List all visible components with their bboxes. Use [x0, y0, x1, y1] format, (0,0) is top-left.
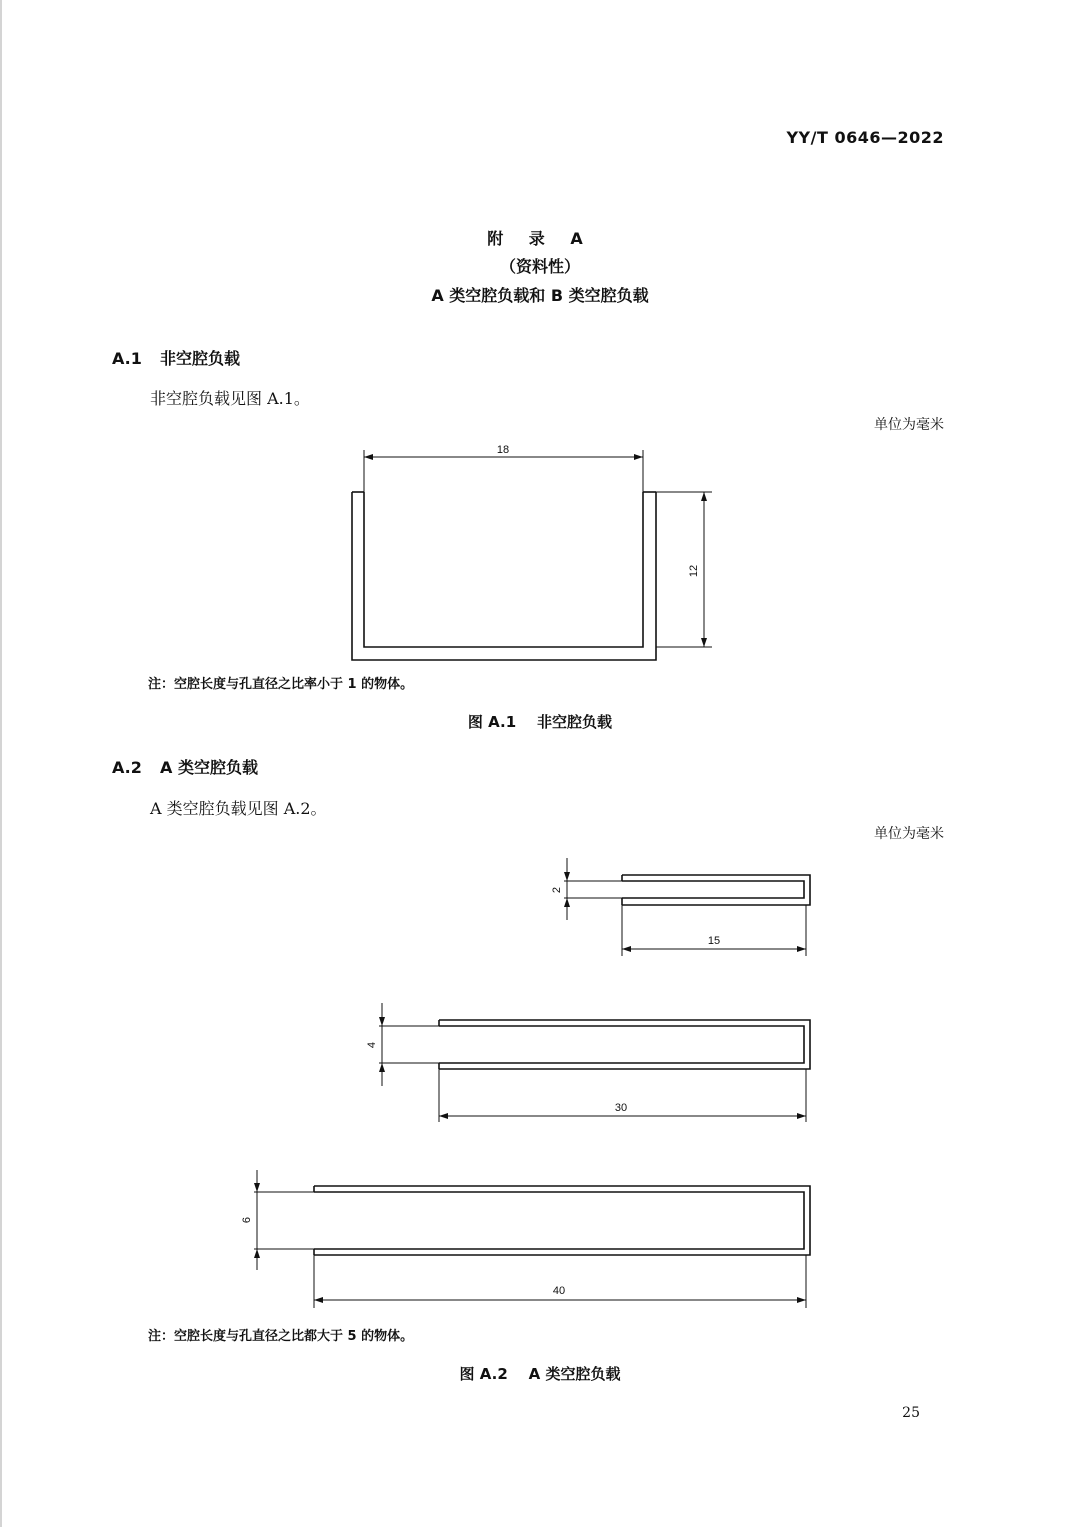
- figure-a2-tube-3: [314, 1186, 810, 1255]
- figure-a2-tube-2: [439, 1020, 810, 1069]
- figure-a2-tube-2-diameter-label: 4: [366, 1041, 378, 1049]
- section-a1-number: A.1: [112, 349, 142, 368]
- section-a1-unit-note: 单位为毫米: [874, 417, 944, 433]
- annex-heading: A 类空腔负载和 B 类空腔负载: [431, 286, 649, 305]
- annex-title: 附 录 A: [487, 229, 593, 248]
- section-a2-heading: [112, 755, 258, 778]
- figure-a1-drawing: [352, 450, 712, 660]
- section-a2-paragraph: A 类空腔负载见图 A.2。: [150, 799, 327, 818]
- document-code: YY/T 0646—2022: [786, 128, 944, 147]
- figure-a2-tube-3-length-label: 40: [552, 1285, 566, 1297]
- figure-a2-tube-2-length-label: 30: [614, 1102, 628, 1114]
- figure-a1-caption: 图 A.1 非空腔负载: [467, 713, 613, 731]
- figure-a2-tube-1-length-label: 15: [707, 935, 721, 947]
- figure-a2-caption: 图 A.2 A 类空腔负载: [459, 1365, 621, 1383]
- section-a2-unit-note: 单位为毫米: [874, 826, 944, 842]
- figure-a1-inner-wall: [364, 492, 643, 647]
- figure-a1-height-label: 12: [688, 564, 700, 578]
- section-a2-title: A 类空腔负载: [160, 758, 258, 777]
- figure-a2-tube-1-diameter-label: 2: [551, 886, 563, 894]
- figure-a2-tube-3-dimensions: [254, 1170, 806, 1308]
- section-a1-title: 非空腔负载: [160, 349, 241, 368]
- figure-a1-outer-wall: [352, 492, 656, 660]
- figure-a2-tube-3-diameter-label: 6: [241, 1216, 253, 1224]
- figure-a2-tube-1-dimensions: [564, 858, 806, 956]
- page-number: 25: [902, 1405, 920, 1421]
- figure-a1-width-label: 18: [496, 444, 510, 456]
- section-a2-note: 注：空腔长度与孔直径之比都大于 5 的物体。: [148, 1329, 414, 1344]
- section-a1-note: 注：空腔长度与孔直径之比率小于 1 的物体。: [148, 677, 414, 692]
- section-a1-paragraph: 非空腔负载见图 A.1。: [150, 389, 310, 408]
- annex-subtitle: （资料性）: [499, 257, 580, 276]
- figure-a2-tube-1: [622, 875, 810, 905]
- section-a2-number: A.2: [112, 758, 142, 777]
